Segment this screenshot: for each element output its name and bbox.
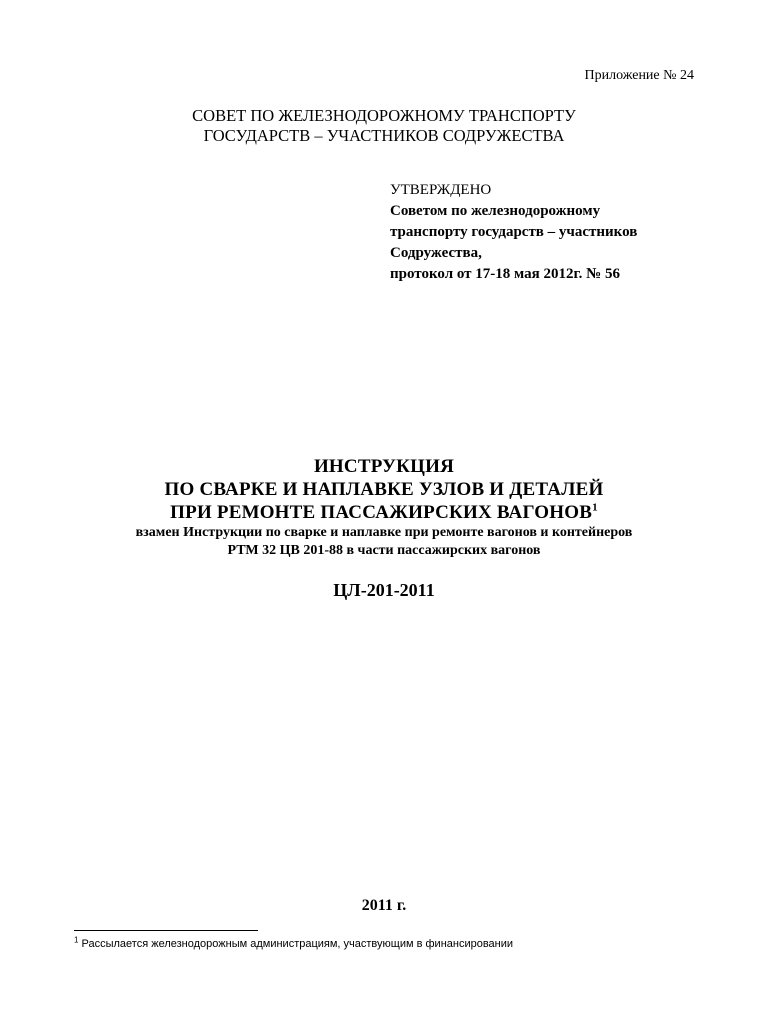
council-header — [0, 106, 768, 146]
footnote-mark: 1 — [74, 935, 79, 945]
approved-heading: УТВЕРЖДЕНО — [390, 182, 492, 198]
approved-line-3: Содружества, — [390, 245, 482, 261]
approved-line-4: протокол от 17-18 мая 2012г. № 56 — [390, 266, 620, 282]
subtitle-line-1: взамен Инструкции по сварке и наплавке при ремонте вагонов и контейнеров — [135, 525, 633, 540]
footnote-text: Рассылается железнодорожным администрациям, участвующим в финансировании — [81, 938, 514, 950]
approved-line-1: Советом по железнодорожному — [390, 203, 601, 219]
footnote — [74, 935, 514, 950]
council-line-2: ГОСУДАРСТВ – УЧАСТНИКОВ СОДРУЖЕСТВА — [203, 126, 565, 145]
approved-line-2: транспорту государств – участников — [390, 224, 638, 240]
title-line-1: ИНСТРУКЦИЯ — [313, 456, 455, 477]
document-title — [0, 455, 768, 560]
title-line-3-text: ПРИ РЕМОНТЕ ПАССАЖИРСКИХ ВАГОНОВ — [170, 502, 593, 523]
footnote-reference: 1 — [592, 501, 598, 514]
council-line-1: СОВЕТ ПО ЖЕЛЕЗНОДОРОЖНОМУ ТРАНСПОРТУ — [192, 106, 576, 125]
appendix-number: Приложение № 24 — [584, 68, 694, 83]
footnote-divider — [74, 930, 258, 931]
title-line-3 — [0, 501, 768, 524]
approval-block — [390, 180, 637, 285]
subtitle-line-2: РТМ 32 ЦВ 201-88 в части пассажирских вагонов — [227, 543, 541, 558]
title-line-2: ПО СВАРКЕ И НАПЛАВКЕ УЗЛОВ И ДЕТАЛЕЙ — [164, 479, 604, 500]
document-year: 2011 г. — [361, 897, 407, 914]
document-code: ЦЛ-201-2011 — [333, 580, 435, 600]
